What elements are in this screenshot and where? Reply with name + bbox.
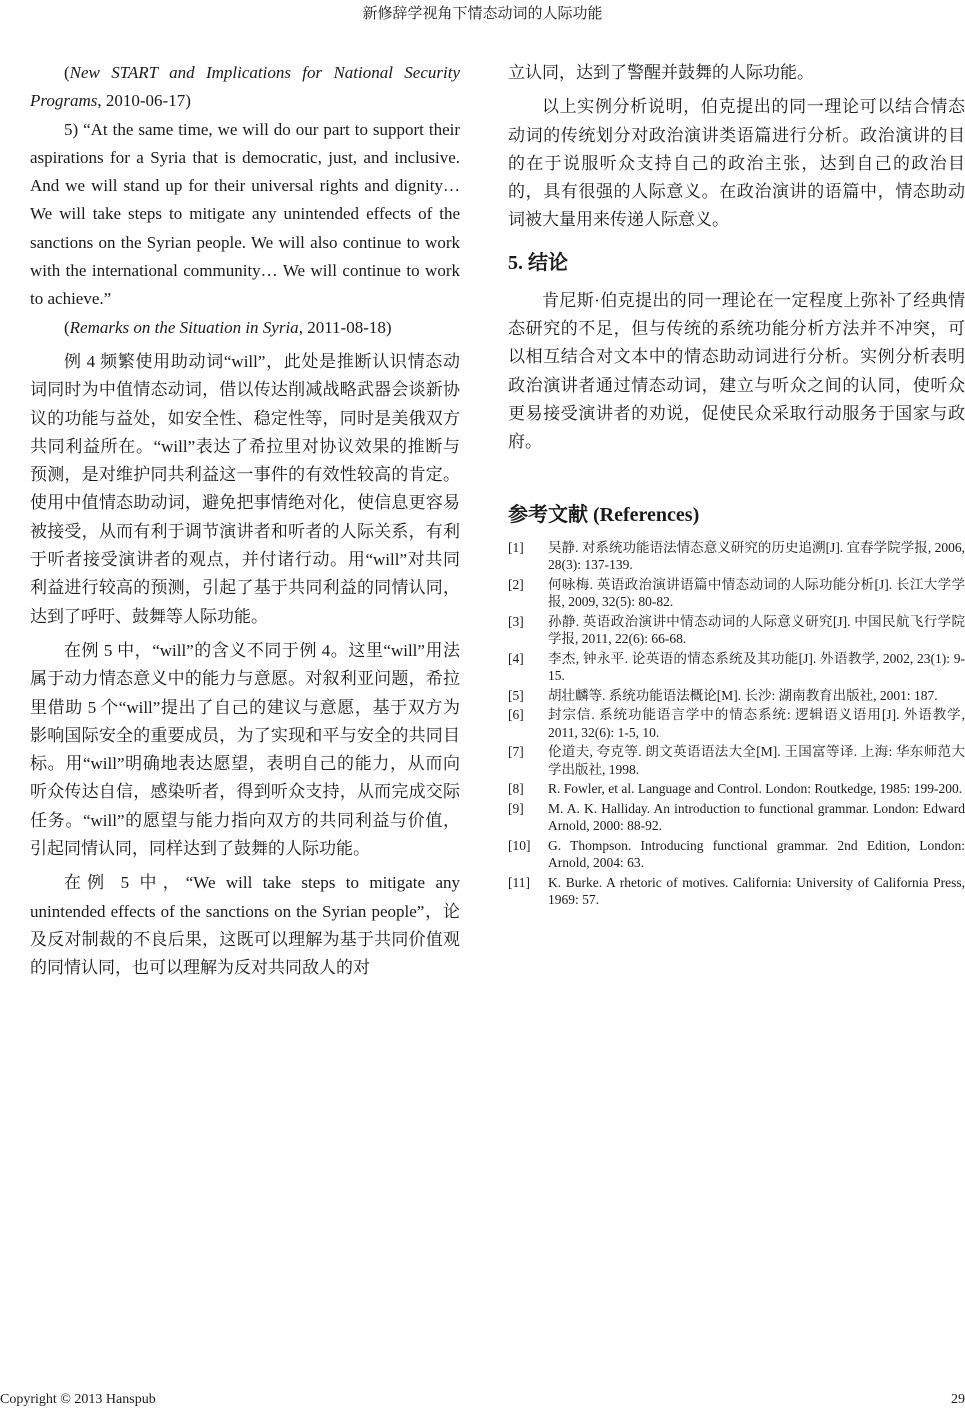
reference-text: 封宗信. 系统功能语言学中的情态系统: 逻辑语义语用[J]. 外语教学, 2011, 32(6): 1-5, 10. bbox=[548, 707, 965, 740]
reference-text: M. A. K. Halliday. An introduction to functional grammar. London: Edward Arnold, 2000: 88-92. bbox=[548, 800, 965, 834]
body-paragraph: 在例 5 中，“will”的含义不同于例 4。这里“will”用法属于动力情态意义中的能力与意愿。对叙利亚问题，希拉里借助 5 个“will”提出了自己的建议与意愿，基于双方为影响国际安全的重要成员，为了实现和平与安全的共同目标。用“will”明确地表达愿望，表明自己的能力，从而向听众传达自信，感染听者，得到听众支持，从而完成交际任务。“will”的愿望与能力指向双方的共同利益与价值，引起同情认同，同样达到了鼓舞的人际功能。 bbox=[30, 640, 460, 859]
reference-number: [5] bbox=[508, 687, 524, 703]
citation-title: Remarks on the Situation in Syria bbox=[69, 317, 299, 337]
reference-list bbox=[508, 539, 965, 909]
reference-number: [6] bbox=[508, 707, 524, 723]
citation-paragraph: (Remarks on the Situation in Syria, 2011-08-18) bbox=[64, 317, 392, 337]
page-number: 29 bbox=[951, 1392, 965, 1407]
reference-item bbox=[508, 687, 965, 705]
reference-text: K. Burke. A rhetoric of motives. California: University of California Press, 1969: 57. bbox=[548, 874, 965, 908]
running-header: 新修辞学视角下情态动词的人际功能 bbox=[362, 6, 603, 22]
reference-item bbox=[508, 874, 965, 909]
reference-item bbox=[508, 780, 965, 798]
section-heading-conclusion: 5. 结论 bbox=[508, 251, 568, 274]
citation-date: , 2010-06-17) bbox=[97, 91, 191, 111]
reference-item bbox=[508, 650, 965, 685]
reference-number: [8] bbox=[508, 781, 524, 797]
reference-text: 李杰, 钟永平. 论英语的情态系统及其功能[J]. 外语教学, 2002, 23(1): 9-15. bbox=[548, 650, 965, 684]
reference-item bbox=[508, 743, 965, 778]
reference-number: [1] bbox=[508, 539, 524, 555]
reference-item bbox=[508, 706, 965, 741]
reference-number: [7] bbox=[508, 744, 524, 760]
reference-number: [10] bbox=[508, 837, 531, 853]
body-paragraph: 肯尼斯·伯克提出的同一理论在一定程度上弥补了经典情态研究的不足，但与传统的系统功能分析方法并不冲突，可以相互结合对文本中的情态助动词进行分析。实例分析表明政治演讲者通过情态动词，建立与听众之间的认同，使听众更易接受演讲者的劝说，促使民众采取行动服务于国家与政府。 bbox=[508, 290, 965, 452]
citation-title: New START and Implications for National Security Programs bbox=[30, 63, 460, 111]
body-paragraph: 在例 5 中，“We will take steps to mitigate any unintended effects of the sanctions on the Syrian people”，论及反对制裁的不良后果，这既可以理解为基于共同价值观的同情认同，也可以理解为反对共同敌人的对 bbox=[30, 873, 460, 978]
reference-text: 胡壮麟等. 系统功能语法概论[M]. 长沙: 湖南教育出版社, 2001: 187. bbox=[548, 687, 938, 703]
citation-paragraph: (New START and Implications for National Security Programs, 2010-06-17) bbox=[30, 63, 460, 111]
references-heading: 参考文献 (References) bbox=[508, 503, 700, 526]
reference-number: [9] bbox=[508, 800, 524, 816]
reference-number: [3] bbox=[508, 613, 524, 629]
body-paragraph: 立认同，达到了警醒并鼓舞的人际功能。 bbox=[508, 63, 814, 82]
reference-text: 吴静. 对系统功能语法情态意义研究的历史追溯[J]. 宜春学院学报, 2006, 28(3): 137-139. bbox=[548, 539, 965, 573]
reference-text: 孙静. 英语政治演讲中情态动词的人际意义研究[J]. 中国民航飞行学院学报, 2011, 22(6): 66-68. bbox=[548, 613, 965, 647]
copyright-footer: Copyright © 2013 Hanspub bbox=[0, 1392, 156, 1407]
left-column bbox=[30, 59, 460, 983]
reference-item bbox=[508, 613, 965, 648]
reference-text: G. Thompson. Introducing functional grammar. 2nd Edition, London: Arnold, 2004: 63. bbox=[548, 837, 965, 871]
body-paragraph: 以上实例分析说明，伯克提出的同一理论可以结合情态动词的传统划分对政治演讲类语篇进行分析。政治演讲的目的在于说服听众支持自己的政治主张，达到自己的政治目的，具有很强的人际意义。在政治演讲的语篇中，情态助动词被大量用来传递人际意义。 bbox=[508, 97, 965, 230]
reference-item bbox=[508, 800, 965, 835]
reference-item bbox=[508, 837, 965, 872]
reference-number: [4] bbox=[508, 650, 524, 666]
right-column bbox=[508, 59, 965, 911]
reference-text: 伦道夫, 夸克等. 朗文英语语法大全[M]. 王国富等译. 上海: 华东师范大学出版社, 1998. bbox=[548, 744, 965, 777]
citation-date: , 2011-08-18) bbox=[298, 317, 392, 337]
reference-item bbox=[508, 539, 965, 574]
reference-text: 何咏梅. 英语政治演讲语篇中情态动词的人际功能分析[J]. 长江大学学报, 2009, 32(5): 80-82. bbox=[548, 576, 965, 610]
body-paragraph: 例 4 频繁使用助动词“will”，此处是推断认识情态动词同时为中值情态动词，借以传达削减战略武器会谈新协议的功能与益处，如安全性、稳定性等，同时是美俄双方共同利益所在。“will”表达了希拉里对协议效果的推断与预测，是对维护同共利益这一事件的有效性较高的肯定。使用中值情态助动词，避免把事情绝对化，使信息更容易被接受，从而有利于调节演讲者和听者的人际关系，有利于听者接受演讲者的观点，并付诸行动。用“will”对共同利益进行较高的预测，引起了基于共同利益的同情认同，达到了呼吁、鼓舞等人际功能。 bbox=[30, 351, 460, 626]
reference-text: R. Fowler, et al. Language and Control. London: Routkedge, 1985: 199-200. bbox=[548, 781, 963, 797]
example-5-quote: 5) “At the same time, we will do our part to support their aspirations for a Syria that is democratic, just, and inclusive. And we will stand up for their universal rights and dignity… We will take steps to mitigate any unintended effects of the sanctions on the Syrian people. We will also continue to work with the international community… We will continue to work to achieve.” bbox=[30, 119, 460, 309]
reference-number: [2] bbox=[508, 576, 524, 592]
reference-number: [11] bbox=[508, 874, 530, 890]
reference-item bbox=[508, 576, 965, 611]
